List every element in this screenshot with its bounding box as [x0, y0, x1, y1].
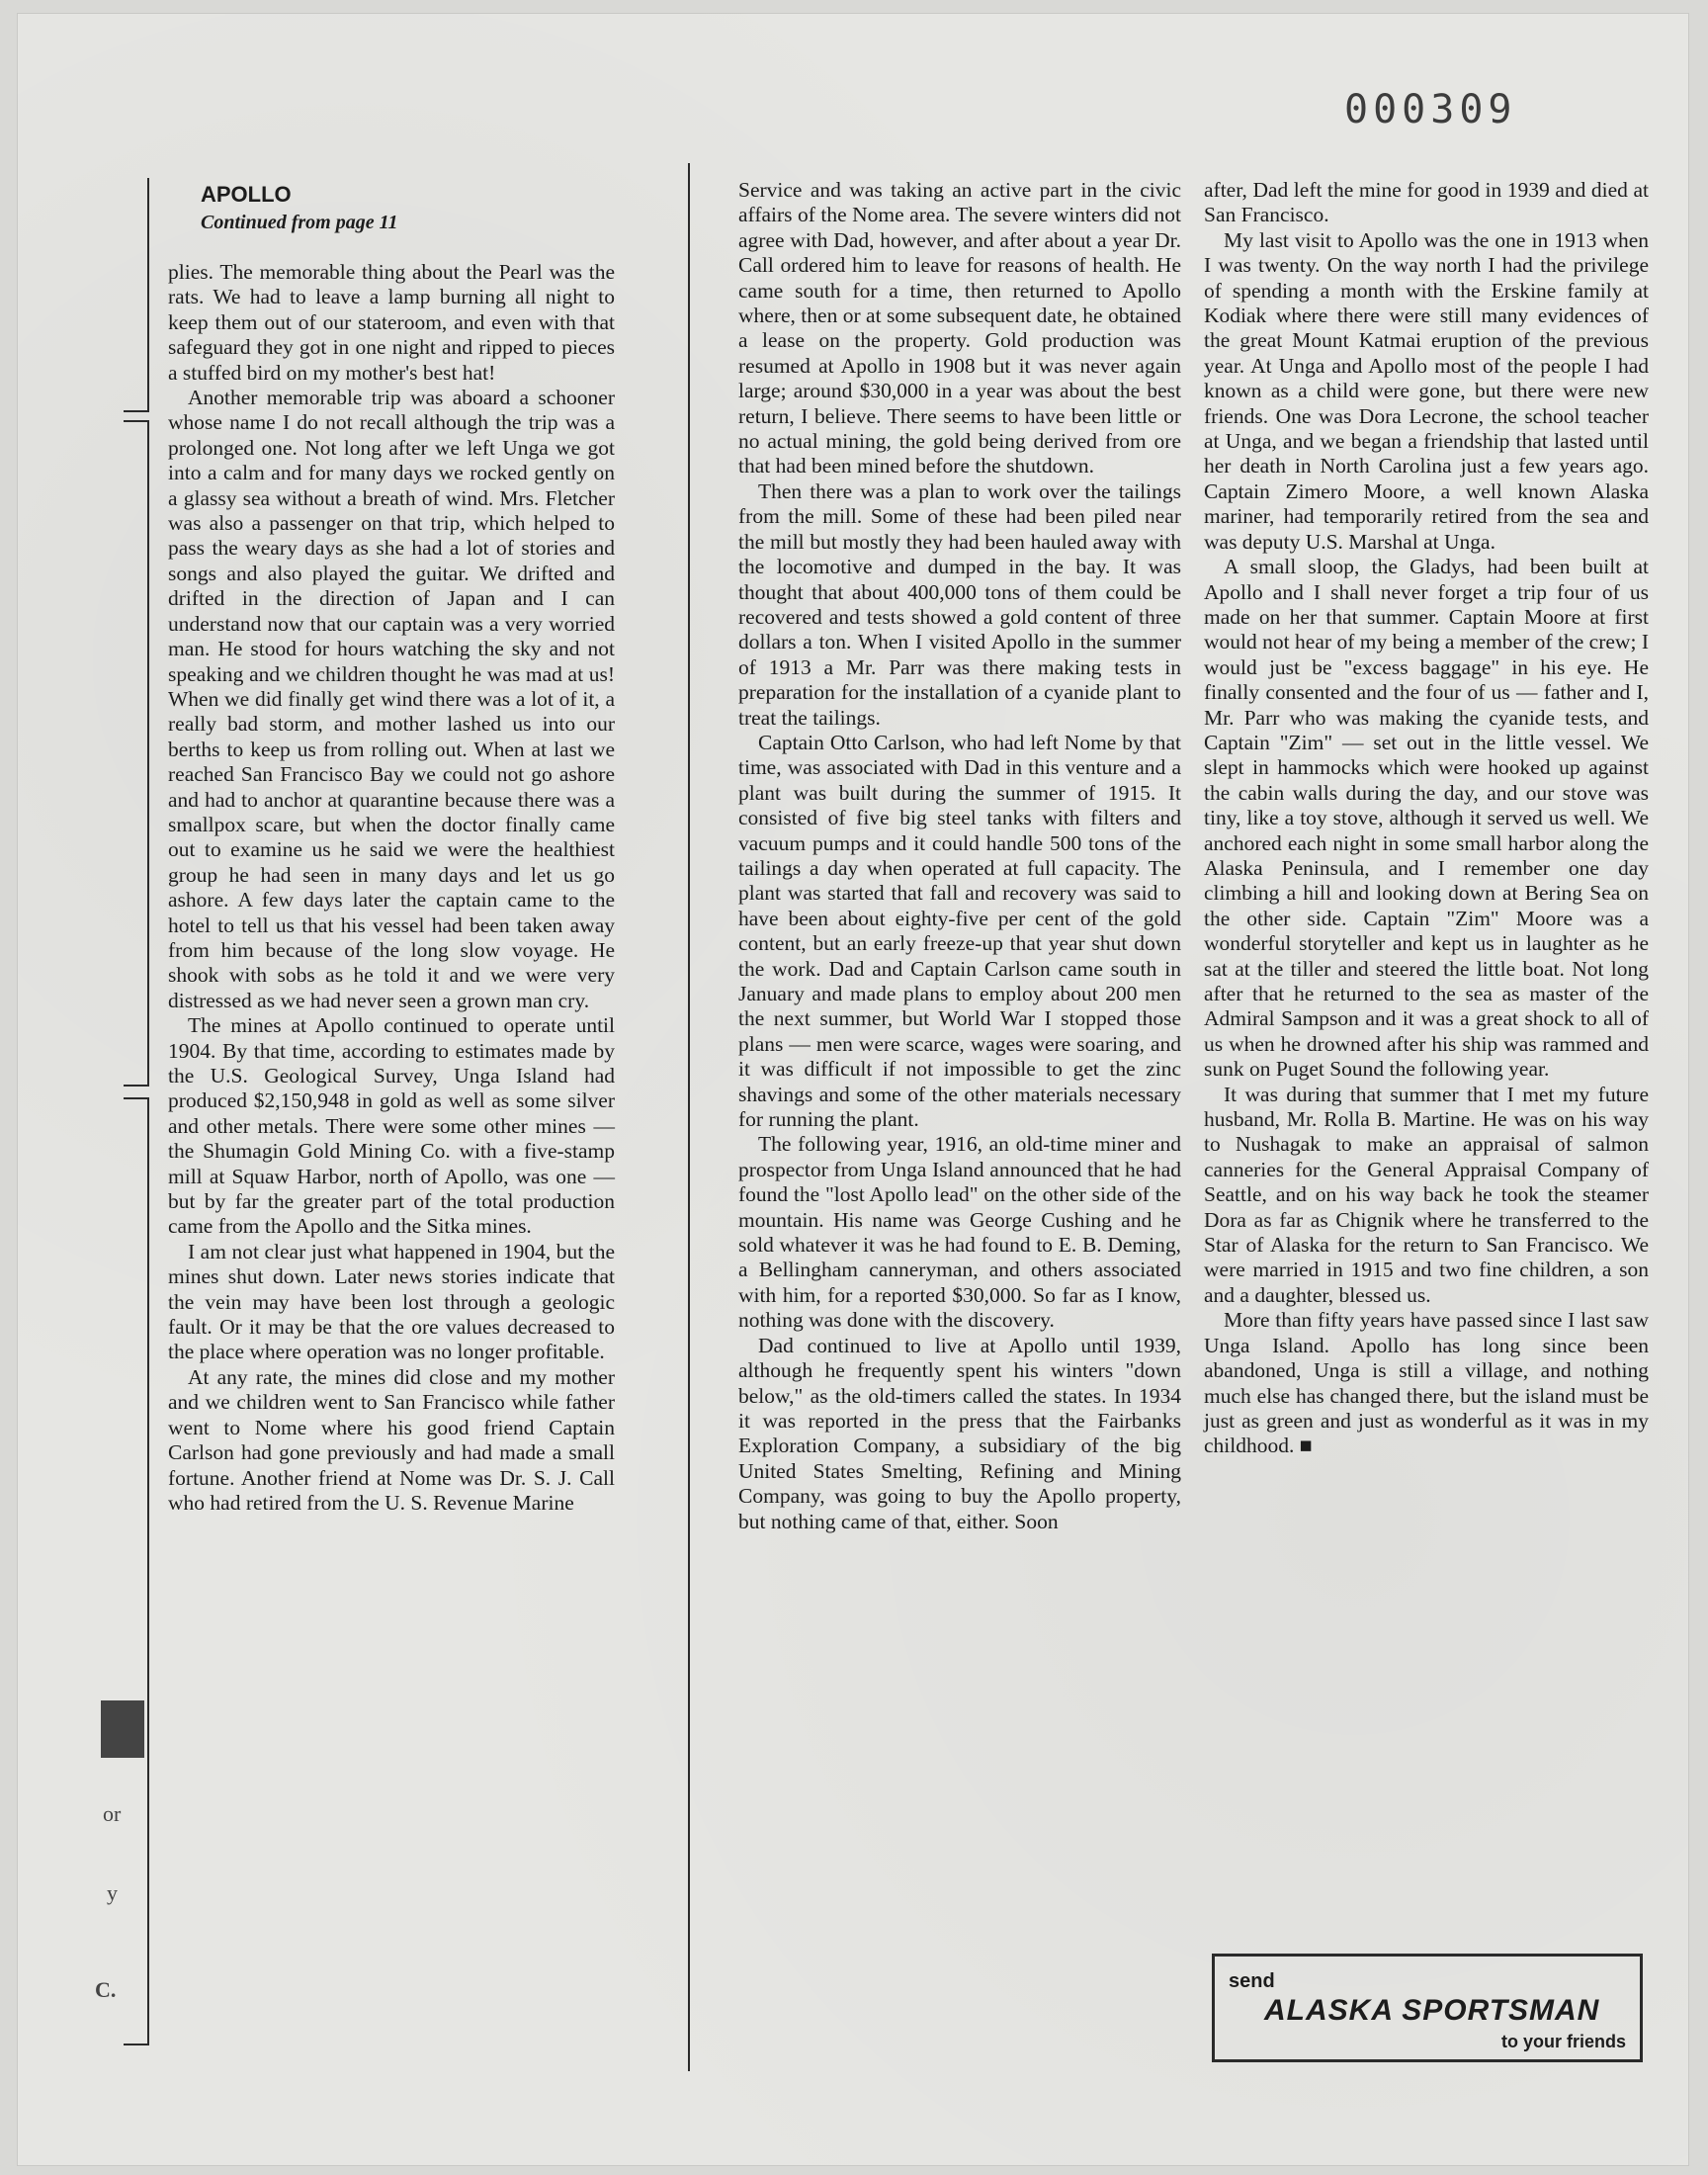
article-header [201, 182, 397, 234]
paragraph: after, Dad left the mine for good in 1939 and died at San Francisco. [1204, 178, 1649, 227]
paragraph: Captain Otto Carlson, who had left Nome by that time, was associated with Dad in this venture and a plant was built during the summer of 1915. It consisted of five big steel tanks with filters and vacuum pumps and it could handle 500 tons of the tailings a day when operated at full capacity. The plant was started that fall and recovery was said to have been about eighty-five per cent of the gold content, but an early freeze-up that year shut down the work. Dad and Captain Carlson came south in January and made plans to employ about 200 men the next summer, but World War I stopped those plans — men were scarce, wages were soaring, and it was difficult if not impossible to get the zinc shavings and some of the other materials necessary for running the plant. [738, 730, 1181, 1132]
margin-bracket [124, 178, 149, 412]
continued-note: Continued from page 11 [201, 212, 398, 233]
bates-stamp-number: 000309 [1344, 87, 1517, 132]
paragraph: plies. The memorable thing about the Pearl was the rats. We had to leave a lamp burning all night to keep them out of our stateroom, and even with that safeguard they got in one night and ripped to pieces a stuffed bird on my mother's best hat! [168, 260, 615, 385]
paragraph: I am not clear just what happened in 1904, but the mines shut down. Later news stories indicate that the vein may have been lost through a geologic fault. Or it may be that the ore values decreased to the place where operation was no longer profitable. [168, 1239, 615, 1364]
margin-fragment: or [103, 1801, 122, 1826]
ad-send: send [1229, 1970, 1275, 1992]
text-column-1 [168, 260, 615, 1516]
paragraph: The mines at Apollo continued to operate until 1904. By that time, according to estimates made by the U.S. Geological Survey, Unga Island had produced $2,150,948 in gold as well as some silver and other metals. There were some other mines — the Shumagin Gold Mining Co. with a five-stamp mill at Squaw Harbor, north of Apollo, was one — but by far the greater part of the total production came from the Apollo and the Sitka mines. [168, 1013, 615, 1239]
article-title: APOLLO [201, 182, 292, 207]
ad-box [1212, 1954, 1643, 2062]
text-column-3 [1204, 178, 1649, 1459]
paragraph: Service and was taking an active part in the civic affairs of the Nome area. The severe winters did not agree with Dad, however, and after about a year Dr. Call ordered him to leave for reasons of health. He came south for a time, then returned to Apollo where, then or at some subsequent date, he obtained a lease on the property. Gold production was resumed at Apollo in 1908 but it was never again large; around $30,000 in a year was about the best return, I believe. There seems to have been little or no actual mining, the gold being derived from ore that had been mined before the shutdown. [738, 178, 1181, 478]
paragraph: Dad continued to live at Apollo until 1939, although he frequently spent his winters "down below," as the old-timers called the states. In 1934 it was reported in the press that the Fairbanks Exploration Company, a subsidiary of the big United States Smelting, Refining and Mining Company, was going to buy the Apollo property, but nothing came of that, either. Soon [738, 1333, 1181, 1533]
margin-bracket [124, 1097, 149, 2045]
paragraph: Then there was a plan to work over the tailings from the mill. Some of these had been piled near the mill but mostly they had been hauled away with the locomotive and dumped in the bay. It was thought that about 400,000 tons of them could be recovered and tests showed a gold content of three dollars a ton. When I visited Apollo in the summer of 1913 a Mr. Parr was there making tests in preparation for the installation of a cyanide plant to treat the tailings. [738, 478, 1181, 730]
margin-bracket [124, 420, 149, 1087]
column-divider [688, 163, 690, 2071]
paragraph: More than fifty years have passed since I last saw Unga Island. Apollo has long since been abandoned, Unga is still a village, and nothing much else has changed there, but the island must be just as green and just as wonderful as it was in my childhood. ■ [1204, 1308, 1649, 1458]
ad-tagline: to your friends [1500, 2032, 1626, 2051]
paragraph: It was during that summer that I met my future husband, Mr. Rolla B. Martine. He was on his way to Nushagak to make an appraisal of salmon canneries for the General Appraisal Company of Seattle, and on his way back he took the steamer Dora as far as Chignik where he transferred to the Star of Alaska for the return to San Francisco. We were married in 1915 and two fine children, a son and a daughter, blessed us. [1204, 1082, 1649, 1307]
paragraph: A small sloop, the Gladys, had been built at Apollo and I shall never forget a trip four of us made on her that summer. Captain Moore at first would not hear of my being a member of the crew; I would just be "excess baggage" in his eye. He finally consented and the four of us — father and I, Mr. Parr who was making the cyanide tests, and Captain "Zim" — set out in the little vessel. We slept in hammocks which were hooked up against the cabin walls during the day, and our stove was tiny, like a toy stove, although it served us well. We anchored each night in some small harbor along the Alaska Peninsula, and I remember one day climbing a hill and looking down at Bering Sea on the other side. Captain "Zim" Moore was a wonderful storyteller and kept us in laughter as he sat at the tiller and steered the little boat. Not long after that he returned to the sea as master of the Admiral Sampson and it was a great shock to all of us when he drowned after his ship was rammed and sunk on Puget Sound the following year. [1204, 555, 1649, 1082]
margin-fragment: y [107, 1880, 118, 1905]
paragraph: The following year, 1916, an old-time miner and prospector from Unga Island announced that he had found the "lost Apollo lead" on the other side of the mountain. His name was George Cushing and he sold whatever it was he had found to E. B. Deming, a Bellingham canneryman, and others associated with him, for a reported $30,000. So far as I know, nothing was done with the discovery. [738, 1132, 1181, 1333]
paragraph: Another memorable trip was aboard a schooner whose name I do not recall although the trip was a prolonged one. Not long after we left Unga we got into a calm and for many days we rocked gently on a glassy sea without a breath of wind. Mrs. Fletcher was also a passenger on that trip, which helped to pass the weary days as she had a lot of stories and songs and also played the guitar. We drifted and drifted in the direction of Japan and I can understand now that our captain was a very worried man. He stood for hours watching the sky and not speaking and we children thought he was mad at us! When we did finally get wind there was a lot of it, a really bad storm, and mother lashed us into our berths to keep us from rolling out. When at last we reached San Francisco Bay we could not go ashore and had to anchor at quarantine because there was a smallpox scare, but when the doctor finally came out to examine us he said we were the healthiest group he had seen in many days and let us go ashore. A few days later the captain came to the hotel to tell us that his vessel had been taken away from him because of the long slow voyage. He shook with sobs as he told it and we were very distressed as we had never seen a grown man cry. [168, 386, 615, 1012]
margin-photo-fragment [101, 1700, 144, 1758]
margin-fragment: C. [95, 1977, 117, 2002]
paragraph: My last visit to Apollo was the one in 1913 when I was twenty. On the way north I had the privilege of spending a month with the Erskine family at Kodiak where there were still many evidences of the great Mount Katmai eruption of the previous year. At Unga and Apollo most of the people I had known as a child were gone, but there were new friends. One was Dora Lecrone, the school teacher at Unga, and we began a friendship that lasted until her death in North Carolina just a few years ago. Captain Zimero Moore, a well known Alaska mariner, had temporarily retired from the sea and was deputy U.S. Marshal at Unga. [1204, 227, 1649, 554]
ad-magazine-name: ALASKA SPORTSMAN [1264, 1994, 1600, 2027]
text-column-2 [738, 178, 1181, 1534]
paragraph: At any rate, the mines did close and my mother and we children went to San Francisco while father went to Nome where his good friend Captain Carlson had gone previously and had made a small fortune. Another friend at Nome was Dr. S. J. Call who had retired from the U. S. Revenue Marine [168, 1364, 615, 1515]
